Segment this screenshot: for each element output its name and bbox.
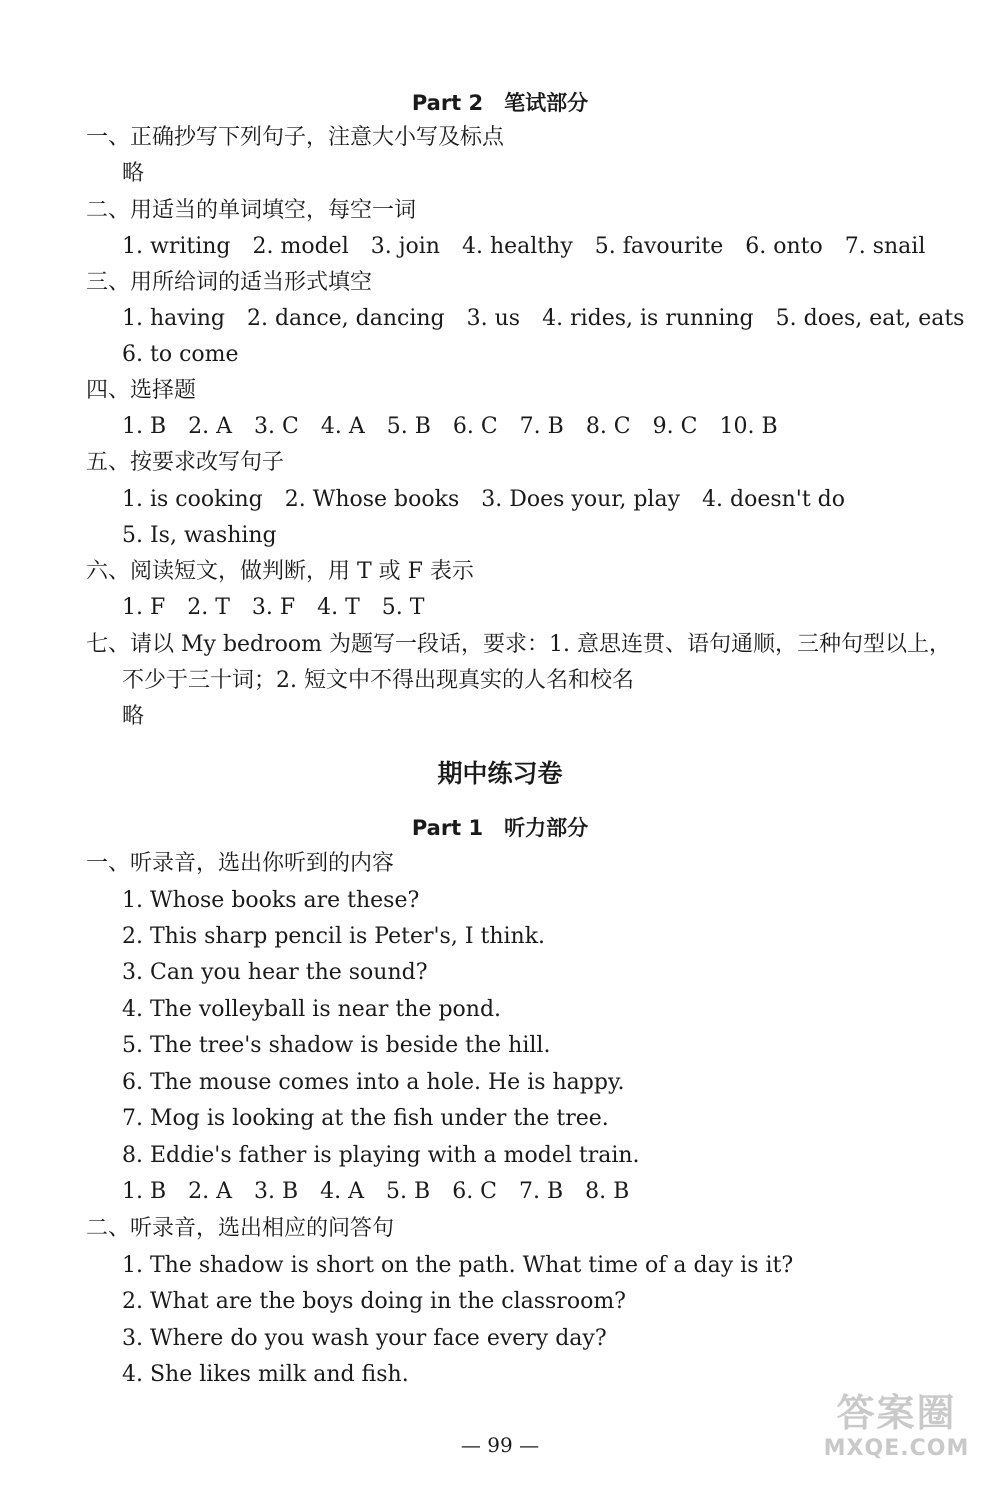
section-4-title: 四、选择题 xyxy=(86,378,197,403)
listening-1-item: 5. The tree's shadow is beside the hill. xyxy=(122,1033,551,1058)
section-3-title: 三、用所给词的适当形式填空 xyxy=(86,270,373,295)
listening-1-item: 7. Mog is looking at the fish under the tree. xyxy=(122,1106,609,1131)
listening-2-title: 二、听录音，选出相应的问答句 xyxy=(86,1216,395,1241)
midterm-title: 期中练习卷 xyxy=(437,759,563,788)
section-5-title: 五、按要求改写句子 xyxy=(86,450,285,475)
section-1-title: 一、正确抄写下列句子，注意大小写及标点 xyxy=(86,125,505,150)
watermark-top-text: 答案圈 xyxy=(836,1391,957,1435)
section-3-answer-line2: 6. to come xyxy=(122,342,239,367)
watermark-bottom-text: MXQE.COM xyxy=(823,1436,970,1461)
listening-1-answer: 1. B 2. A 3. B 4. A 5. B 6. C 7. B 8. B xyxy=(122,1179,630,1204)
part1-heading: Part 1 听力部分 xyxy=(411,816,589,840)
section-6-title: 六、阅读短文，做判断，用 T 或 F 表示 xyxy=(86,559,474,584)
section-5-answer-line1: 1. is cooking 2. Whose books 3. Does your, play 4. doesn't do xyxy=(122,487,846,512)
watermark-logo xyxy=(809,1390,984,1470)
part2-heading: Part 2 笔试部分 xyxy=(411,91,589,115)
listening-1-item: 2. This sharp pencil is Peter's, I think. xyxy=(122,924,546,949)
section-7-title-line1: 七、请以 My bedroom 为题写一段话，要求：1. 意思连贯、语句通顺，三种句型以上， xyxy=(86,632,951,657)
listening-2-item: 2. What are the boys doing in the classroom? xyxy=(122,1289,626,1314)
listening-2-item: 4. She likes milk and fish. xyxy=(122,1362,409,1387)
section-2-title: 二、用适当的单词填空，每空一词 xyxy=(86,198,417,223)
listening-1-item: 4. The volleyball is near the pond. xyxy=(122,997,502,1022)
listening-2-item: 3. Where do you wash your face every day? xyxy=(122,1326,607,1351)
page-number: — 99 — xyxy=(460,1433,540,1457)
listening-1-item: 6. The mouse comes into a hole. He is happy. xyxy=(122,1070,625,1095)
section-7-title-line2: 不少于三十词；2. 短文中不得出现真实的人名和校名 xyxy=(122,668,634,693)
section-1-answer: 略 xyxy=(122,161,145,186)
listening-2-item: 1. The shadow is short on the path. What time of a day is it? xyxy=(122,1253,794,1278)
listening-1-title: 一、听录音，选出你听到的内容 xyxy=(86,851,395,876)
section-3-answer-line1: 1. having 2. dance, dancing 3. us 4. rides, is running 5. does, eat, eats xyxy=(122,306,965,331)
listening-1-item: 3. Can you hear the sound? xyxy=(122,960,428,985)
listening-1-item: 1. Whose books are these? xyxy=(122,888,420,913)
section-6-answer: 1. F 2. T 3. F 4. T 5. T xyxy=(122,595,425,620)
section-4-answer: 1. B 2. A 3. C 4. A 5. B 6. C 7. B 8. C 9. C 10. B xyxy=(122,414,778,439)
section-7-answer: 略 xyxy=(122,704,145,729)
section-2-answer: 1. writing 2. model 3. join 4. healthy 5. favourite 6. onto 7. snail xyxy=(122,234,926,259)
listening-1-item: 8. Eddie's father is playing with a model train. xyxy=(122,1143,640,1168)
section-5-answer-line2: 5. Is, washing xyxy=(122,523,277,548)
